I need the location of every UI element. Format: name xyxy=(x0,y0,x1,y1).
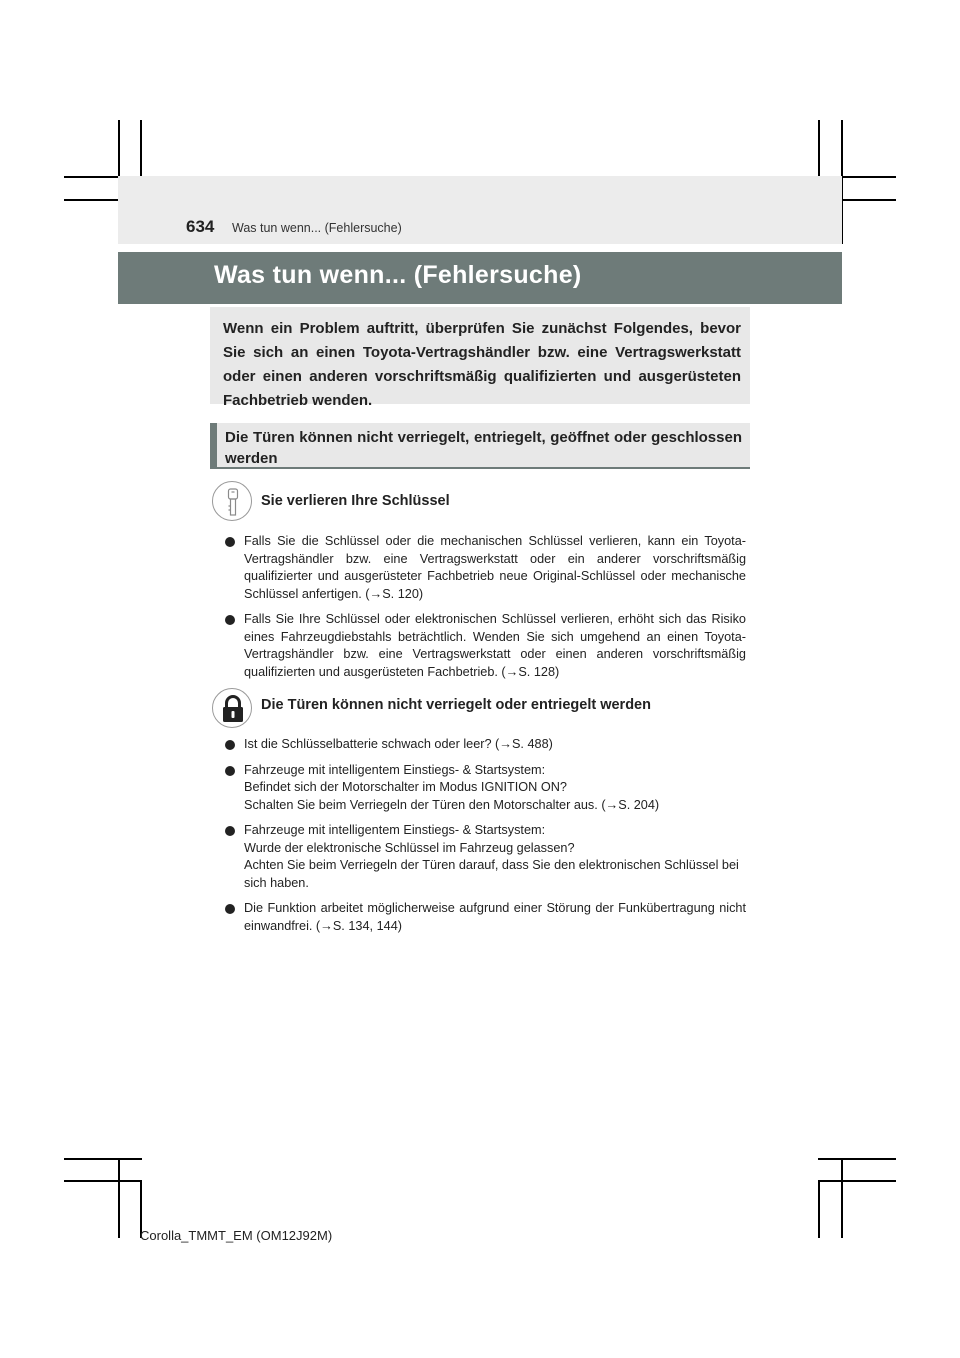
crop-mark xyxy=(818,1180,820,1238)
footer-code: Corolla_TMMT_EM (OM12J92M) xyxy=(140,1228,333,1243)
bullet-text: Ist die Schlüsselbatterie schwach oder leer? (→S. 488) xyxy=(244,737,553,751)
bullet-dot xyxy=(225,826,235,836)
title-bar xyxy=(118,252,842,304)
section-heading-text: Die Türen können nicht verriegelt, entriegelt, geöffnet oder geschlossen werden xyxy=(225,429,742,467)
bullet-dot xyxy=(225,537,235,547)
bullet-text: Die Funktion arbeitet möglicherweise aufgrund einer Störung der Funkübertragung nicht einwandfrei. (→S. 134, 144) xyxy=(244,901,746,933)
subsection-title: Die Türen können nicht verriegelt oder entriegelt werden xyxy=(261,697,651,713)
crop-mark xyxy=(118,1158,120,1238)
page-title: Was tun wenn... (Fehlersuche) xyxy=(214,261,582,289)
crop-mark xyxy=(818,1180,896,1182)
bullet-dot xyxy=(225,615,235,625)
bullet-text: Fahrzeuge mit intelligentem Einstiegs- & Startsystem: Wurde der elektronische Schlüssel im Fahrzeug gelassen? Achten Sie beim Verriegeln der Türen darauf, dass Sie den elektronischen Schlüssel bei sich haben. xyxy=(244,823,739,890)
crop-mark xyxy=(818,1158,896,1160)
bullet-list xyxy=(210,533,746,681)
intro-text: Wenn ein Problem auftritt, überprüfen Sie zunächst Folgendes, bevor Sie sich an einen Toyota-Vertragshändler bzw. eine Vertragswerkstatt oder einen anderen vorschriftsmäßig qualifizierten und ausgerüsteten Fachbetrieb wenden. xyxy=(223,320,741,409)
list-item xyxy=(210,900,746,935)
list-item xyxy=(210,611,746,681)
bullet-dot xyxy=(225,766,235,776)
key-icon xyxy=(212,481,252,521)
bullet-dot xyxy=(225,740,235,750)
bullet-list xyxy=(210,736,746,935)
bullet-text: Fahrzeuge mit intelligentem Einstiegs- & Startsystem: Befindet sich der Motorschalter im Modus IGNITION ON? Schalten Sie beim Verriegeln der Türen den Motorschalter aus. (→S. 204) xyxy=(244,762,660,812)
list-item xyxy=(210,762,746,815)
crop-mark xyxy=(64,1158,142,1160)
crop-mark xyxy=(64,1180,142,1182)
list-item xyxy=(210,736,746,754)
intro-box xyxy=(210,307,750,409)
running-head: Was tun wenn... (Fehlersuche) xyxy=(232,221,402,235)
section-heading xyxy=(210,423,750,469)
page-number: 634 xyxy=(186,217,215,236)
list-item xyxy=(210,533,746,603)
bullet-text: Falls Sie die Schlüssel oder die mechanischen Schlüssel verlieren, kann ein Toyota-Vertragshändler bzw. eine Vertragswerkstatt oder ein anderer vorschriftsmäßig qualifizierter und ausgerüsteter Fachbetrieb neue Original-Schlüssel oder mechanische Schlüssel anfertigen. (→S. 120) xyxy=(244,534,746,601)
header-band xyxy=(118,176,842,244)
crop-mark xyxy=(841,1158,843,1238)
bullet-dot xyxy=(225,904,235,914)
bullet-text: Falls Sie Ihre Schlüssel oder elektronischen Schlüssel verlieren, erhöht sich das Risiko eines Fahrzeugdiebstahls beträchtlich. Wenden Sie sich umgehend an einen Toyota-Vertragshändler bzw. eine Vertragswerkstatt oder einen anderen vorschriftsmäßig qualifizierten und ausgerüsteten Fachbetrieb. (→S. 128) xyxy=(244,612,746,679)
padlock-icon xyxy=(212,688,252,728)
list-item xyxy=(210,822,746,892)
subsection-title: Sie verlieren Ihre Schlüssel xyxy=(261,493,450,509)
